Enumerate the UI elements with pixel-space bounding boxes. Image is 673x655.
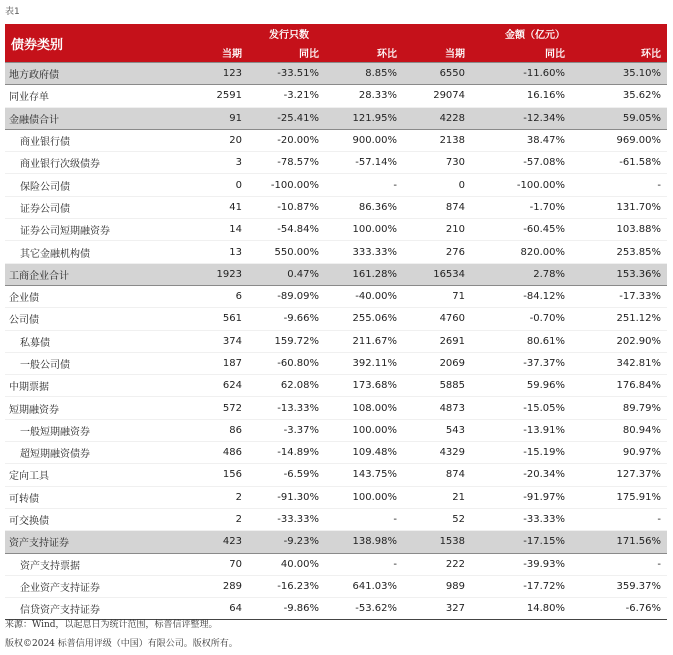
table-row bbox=[5, 285, 667, 307]
row-category-name: 商业银行次级债券 bbox=[5, 152, 175, 174]
cell-count-yoy: 0.47% bbox=[248, 263, 325, 285]
row-category-name: 同业存单 bbox=[5, 85, 175, 107]
cell-amount-current: 210 bbox=[403, 219, 471, 241]
cell-count-current: 289 bbox=[175, 575, 248, 597]
cell-amount-current: 4760 bbox=[403, 308, 471, 330]
cell-count-current: 156 bbox=[175, 464, 248, 486]
cell-count-current: 3 bbox=[175, 152, 248, 174]
cell-count-yoy: -100.00% bbox=[248, 174, 325, 196]
cell-amount-mom: 202.90% bbox=[571, 330, 667, 352]
table-row bbox=[5, 129, 667, 151]
row-category-name: 企业资产支持证券 bbox=[5, 575, 175, 597]
cell-count-current: 64 bbox=[175, 598, 248, 620]
cell-amount-current: 71 bbox=[403, 285, 471, 307]
cell-count-mom: 211.67% bbox=[325, 330, 403, 352]
cell-amount-mom: 90.97% bbox=[571, 442, 667, 464]
row-category-name: 证券公司短期融资券 bbox=[5, 219, 175, 241]
cell-amount-yoy: -1.70% bbox=[471, 196, 571, 218]
cell-amount-mom: - bbox=[571, 553, 667, 575]
cell-amount-yoy: -0.70% bbox=[471, 308, 571, 330]
row-category-name: 企业债 bbox=[5, 285, 175, 307]
cell-amount-mom: - bbox=[571, 508, 667, 530]
cell-count-mom: 143.75% bbox=[325, 464, 403, 486]
cell-amount-yoy: 59.96% bbox=[471, 375, 571, 397]
table-row bbox=[5, 241, 667, 263]
cell-count-yoy: -9.66% bbox=[248, 308, 325, 330]
cell-count-current: 2 bbox=[175, 486, 248, 508]
table-header bbox=[5, 24, 667, 63]
cell-count-mom: 100.00% bbox=[325, 219, 403, 241]
table-row bbox=[5, 397, 667, 419]
header-count-yoy: 同比 bbox=[248, 43, 325, 63]
cell-amount-mom: 103.88% bbox=[571, 219, 667, 241]
cell-amount-mom: 153.36% bbox=[571, 263, 667, 285]
cell-count-current: 572 bbox=[175, 397, 248, 419]
cell-count-yoy: -3.37% bbox=[248, 419, 325, 441]
row-category-name: 信贷资产支持证券 bbox=[5, 598, 175, 620]
source-note: 来源：Wind，以起息日为统计范围，标普信评整理。 bbox=[5, 620, 218, 630]
cell-amount-yoy: -57.08% bbox=[471, 152, 571, 174]
table-row bbox=[5, 219, 667, 241]
cell-count-current: 20 bbox=[175, 129, 248, 151]
cell-amount-mom: 251.12% bbox=[571, 308, 667, 330]
cell-amount-current: 989 bbox=[403, 575, 471, 597]
header-amount-yoy: 同比 bbox=[471, 43, 571, 63]
table-row bbox=[5, 152, 667, 174]
row-category-name: 中期票据 bbox=[5, 375, 175, 397]
cell-amount-mom: 253.85% bbox=[571, 241, 667, 263]
row-category-name: 可交换债 bbox=[5, 508, 175, 530]
cell-amount-current: 29074 bbox=[403, 85, 471, 107]
cell-count-mom: - bbox=[325, 174, 403, 196]
cell-count-yoy: -14.89% bbox=[248, 442, 325, 464]
cell-amount-yoy: -39.93% bbox=[471, 553, 571, 575]
header-count-mom: 环比 bbox=[325, 43, 403, 63]
cell-amount-current: 4873 bbox=[403, 397, 471, 419]
cell-amount-current: 16534 bbox=[403, 263, 471, 285]
cell-count-mom: 28.33% bbox=[325, 85, 403, 107]
cell-count-current: 374 bbox=[175, 330, 248, 352]
cell-amount-yoy: 2.78% bbox=[471, 263, 571, 285]
table-row bbox=[5, 419, 667, 441]
header-group-amount: 金额（亿元） bbox=[403, 24, 667, 43]
cell-amount-yoy: -37.37% bbox=[471, 352, 571, 374]
cell-count-mom: 333.33% bbox=[325, 241, 403, 263]
cell-amount-current: 21 bbox=[403, 486, 471, 508]
cell-count-current: 13 bbox=[175, 241, 248, 263]
cell-amount-current: 2138 bbox=[403, 129, 471, 151]
cell-count-current: 624 bbox=[175, 375, 248, 397]
cell-amount-mom: 89.79% bbox=[571, 397, 667, 419]
cell-amount-current: 730 bbox=[403, 152, 471, 174]
cell-amount-mom: -61.58% bbox=[571, 152, 667, 174]
cell-count-current: 187 bbox=[175, 352, 248, 374]
cell-amount-mom: -6.76% bbox=[571, 598, 667, 620]
cell-amount-current: 6550 bbox=[403, 63, 471, 85]
cell-count-yoy: -10.87% bbox=[248, 196, 325, 218]
header-count-current: 当期 bbox=[175, 43, 248, 63]
bond-issuance-table bbox=[5, 24, 667, 620]
cell-amount-mom: 342.81% bbox=[571, 352, 667, 374]
row-category-name: 地方政府债 bbox=[5, 63, 175, 85]
cell-amount-yoy: -13.91% bbox=[471, 419, 571, 441]
cell-amount-yoy: -17.72% bbox=[471, 575, 571, 597]
cell-amount-current: 874 bbox=[403, 464, 471, 486]
cell-amount-current: 222 bbox=[403, 553, 471, 575]
cell-count-yoy: -9.86% bbox=[248, 598, 325, 620]
cell-count-mom: 86.36% bbox=[325, 196, 403, 218]
cell-count-current: 6 bbox=[175, 285, 248, 307]
cell-count-mom: 900.00% bbox=[325, 129, 403, 151]
table-row-total bbox=[5, 531, 667, 553]
cell-amount-yoy: -11.60% bbox=[471, 63, 571, 85]
cell-count-mom: - bbox=[325, 508, 403, 530]
cell-count-current: 70 bbox=[175, 553, 248, 575]
cell-count-current: 0 bbox=[175, 174, 248, 196]
cell-amount-mom: 127.37% bbox=[571, 464, 667, 486]
table-row bbox=[5, 85, 667, 107]
cell-count-mom: 392.11% bbox=[325, 352, 403, 374]
cell-amount-mom: 80.94% bbox=[571, 419, 667, 441]
cell-amount-current: 276 bbox=[403, 241, 471, 263]
cell-count-yoy: -16.23% bbox=[248, 575, 325, 597]
cell-amount-mom: 35.62% bbox=[571, 85, 667, 107]
cell-count-current: 2 bbox=[175, 508, 248, 530]
cell-count-mom: 641.03% bbox=[325, 575, 403, 597]
cell-amount-yoy: -84.12% bbox=[471, 285, 571, 307]
row-category-name: 公司债 bbox=[5, 308, 175, 330]
table-caption: 表1 bbox=[5, 7, 20, 17]
cell-count-yoy: -60.80% bbox=[248, 352, 325, 374]
cell-amount-current: 874 bbox=[403, 196, 471, 218]
cell-count-current: 86 bbox=[175, 419, 248, 441]
row-category-name: 保险公司债 bbox=[5, 174, 175, 196]
cell-amount-current: 543 bbox=[403, 419, 471, 441]
header-category: 债券类别 bbox=[5, 24, 175, 63]
cell-count-yoy: -33.51% bbox=[248, 63, 325, 85]
row-category-name: 定向工具 bbox=[5, 464, 175, 486]
cell-count-yoy: 40.00% bbox=[248, 553, 325, 575]
row-category-name: 可转债 bbox=[5, 486, 175, 508]
cell-count-yoy: -13.33% bbox=[248, 397, 325, 419]
cell-count-yoy: -9.23% bbox=[248, 531, 325, 553]
cell-amount-current: 1538 bbox=[403, 531, 471, 553]
cell-count-current: 123 bbox=[175, 63, 248, 85]
cell-count-mom: 8.85% bbox=[325, 63, 403, 85]
cell-count-mom: 100.00% bbox=[325, 486, 403, 508]
header-amount-current: 当期 bbox=[403, 43, 471, 63]
cell-amount-yoy: 14.80% bbox=[471, 598, 571, 620]
row-category-name: 私募债 bbox=[5, 330, 175, 352]
row-category-name: 超短期融资债券 bbox=[5, 442, 175, 464]
cell-count-yoy: -91.30% bbox=[248, 486, 325, 508]
cell-count-mom: 138.98% bbox=[325, 531, 403, 553]
table-row bbox=[5, 575, 667, 597]
cell-count-mom: -40.00% bbox=[325, 285, 403, 307]
row-category-name: 一般公司债 bbox=[5, 352, 175, 374]
table-row bbox=[5, 553, 667, 575]
row-category-name: 资产支持证券 bbox=[5, 531, 175, 553]
cell-count-mom: 100.00% bbox=[325, 419, 403, 441]
cell-amount-yoy: -60.45% bbox=[471, 219, 571, 241]
cell-amount-yoy: -15.19% bbox=[471, 442, 571, 464]
cell-count-mom: 255.06% bbox=[325, 308, 403, 330]
cell-amount-current: 327 bbox=[403, 598, 471, 620]
cell-amount-yoy: 16.16% bbox=[471, 85, 571, 107]
cell-count-mom: 109.48% bbox=[325, 442, 403, 464]
table-body bbox=[5, 63, 667, 620]
cell-amount-current: 0 bbox=[403, 174, 471, 196]
table-row-total bbox=[5, 107, 667, 129]
cell-count-mom: 121.95% bbox=[325, 107, 403, 129]
cell-amount-mom: 59.05% bbox=[571, 107, 667, 129]
cell-count-yoy: -89.09% bbox=[248, 285, 325, 307]
cell-count-yoy: 62.08% bbox=[248, 375, 325, 397]
cell-amount-mom: 176.84% bbox=[571, 375, 667, 397]
cell-amount-mom: 35.10% bbox=[571, 63, 667, 85]
row-category-name: 金融债合计 bbox=[5, 107, 175, 129]
cell-count-yoy: -78.57% bbox=[248, 152, 325, 174]
cell-amount-current: 5885 bbox=[403, 375, 471, 397]
table-row bbox=[5, 352, 667, 374]
row-category-name: 其它金融机构债 bbox=[5, 241, 175, 263]
row-category-name: 商业银行债 bbox=[5, 129, 175, 151]
cell-amount-yoy: -20.34% bbox=[471, 464, 571, 486]
row-category-name: 工商企业合计 bbox=[5, 263, 175, 285]
cell-amount-current: 2069 bbox=[403, 352, 471, 374]
table-row-total bbox=[5, 263, 667, 285]
cell-count-yoy: -54.84% bbox=[248, 219, 325, 241]
cell-count-current: 1923 bbox=[175, 263, 248, 285]
cell-count-mom: -53.62% bbox=[325, 598, 403, 620]
table-row bbox=[5, 375, 667, 397]
row-category-name: 短期融资券 bbox=[5, 397, 175, 419]
cell-count-yoy: 550.00% bbox=[248, 241, 325, 263]
cell-count-current: 91 bbox=[175, 107, 248, 129]
cell-count-current: 2591 bbox=[175, 85, 248, 107]
table-row bbox=[5, 486, 667, 508]
table-row bbox=[5, 442, 667, 464]
row-category-name: 证券公司债 bbox=[5, 196, 175, 218]
cell-amount-mom: -17.33% bbox=[571, 285, 667, 307]
cell-count-current: 41 bbox=[175, 196, 248, 218]
table-row bbox=[5, 174, 667, 196]
table-row bbox=[5, 464, 667, 486]
cell-count-yoy: -33.33% bbox=[248, 508, 325, 530]
cell-amount-yoy: -33.33% bbox=[471, 508, 571, 530]
cell-amount-yoy: -17.15% bbox=[471, 531, 571, 553]
cell-count-current: 561 bbox=[175, 308, 248, 330]
cell-amount-mom: 175.91% bbox=[571, 486, 667, 508]
cell-amount-mom: 359.37% bbox=[571, 575, 667, 597]
row-category-name: 资产支持票据 bbox=[5, 553, 175, 575]
cell-amount-yoy: 38.47% bbox=[471, 129, 571, 151]
cell-count-mom: 108.00% bbox=[325, 397, 403, 419]
cell-amount-yoy: -100.00% bbox=[471, 174, 571, 196]
table-row bbox=[5, 508, 667, 530]
cell-amount-mom: 171.56% bbox=[571, 531, 667, 553]
table-row bbox=[5, 196, 667, 218]
cell-count-mom: - bbox=[325, 553, 403, 575]
header-amount-mom: 环比 bbox=[571, 43, 667, 63]
cell-count-mom: 161.28% bbox=[325, 263, 403, 285]
cell-count-current: 14 bbox=[175, 219, 248, 241]
cell-amount-current: 52 bbox=[403, 508, 471, 530]
cell-amount-yoy: 80.61% bbox=[471, 330, 571, 352]
cell-amount-mom: 969.00% bbox=[571, 129, 667, 151]
cell-count-yoy: -3.21% bbox=[248, 85, 325, 107]
cell-count-mom: -57.14% bbox=[325, 152, 403, 174]
cell-count-current: 423 bbox=[175, 531, 248, 553]
cell-amount-current: 2691 bbox=[403, 330, 471, 352]
cell-count-mom: 173.68% bbox=[325, 375, 403, 397]
cell-amount-yoy: 820.00% bbox=[471, 241, 571, 263]
copyright-note: 版权©2024 标普信用评级（中国）有限公司。版权所有。 bbox=[5, 639, 238, 649]
cell-amount-mom: 131.70% bbox=[571, 196, 667, 218]
cell-count-yoy: -6.59% bbox=[248, 464, 325, 486]
cell-count-yoy: 159.72% bbox=[248, 330, 325, 352]
cell-count-yoy: -20.00% bbox=[248, 129, 325, 151]
cell-amount-current: 4329 bbox=[403, 442, 471, 464]
cell-amount-yoy: -15.05% bbox=[471, 397, 571, 419]
cell-count-current: 486 bbox=[175, 442, 248, 464]
cell-amount-current: 4228 bbox=[403, 107, 471, 129]
cell-amount-mom: - bbox=[571, 174, 667, 196]
cell-count-yoy: -25.41% bbox=[248, 107, 325, 129]
table-row-total bbox=[5, 63, 667, 85]
cell-amount-yoy: -12.34% bbox=[471, 107, 571, 129]
table-row bbox=[5, 330, 667, 352]
row-category-name: 一般短期融资券 bbox=[5, 419, 175, 441]
header-group-count: 发行只数 bbox=[175, 24, 403, 43]
table-row bbox=[5, 308, 667, 330]
cell-amount-yoy: -91.97% bbox=[471, 486, 571, 508]
